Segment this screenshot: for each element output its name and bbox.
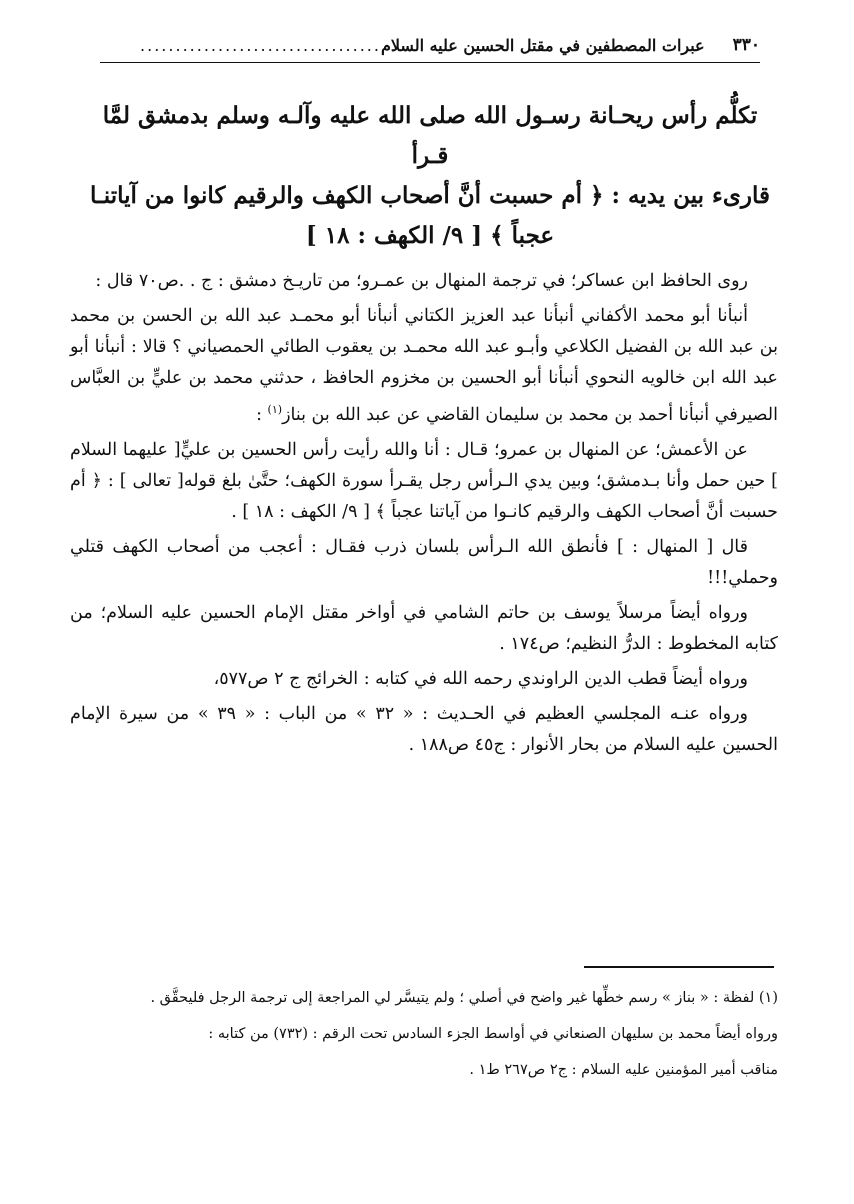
paragraph-6: ورواه أيضاً قطب الدين الراوندي رحمه الله في كتابه : الخرائج ج ٢ ص٥٧٧، <box>213 668 748 689</box>
running-header <box>100 28 760 62</box>
page-number: ٣٣٠ <box>732 35 760 55</box>
footnotes <box>70 984 778 1092</box>
header-rule <box>100 62 760 63</box>
main-text <box>70 266 778 765</box>
title-line-3: عجباً ﴾ [ ٩/ الكهف : ١٨ ] <box>305 222 555 249</box>
paragraph-2-end: : <box>256 404 268 425</box>
paragraph-7: ورواه عنـه المجلسي العظيم في الحـديث : « ٣٢ » من الباب : « ٣٩ » من سيرة الإمام الحسين عليه السلام من بحار الأنوار : ج٤٥ ص١٨٨ . <box>70 703 778 755</box>
title-line-2: قارىء بين يديه : ﴿ أم حسبت أنَّ أصحاب الكهف والرقيم كانوا من آياتنـا <box>90 182 770 209</box>
paragraph-2 <box>70 301 778 431</box>
paragraph-3: عن الأعمش؛ عن المنهال بن عمرو؛ قـال : أنا والله رأيت رأس الحسين بن عليٍّ[ عليهما السلام ] حين حمل وأنا بـدمشق؛ وبين يدي الـرأس رجل يقـرأ سورة الكهف؛ حتَّىٰ بلغ قوله[ تعالى ] : ﴿ أم حسبت أنَّ أصحاب الكهف والرقيم كانـوا من آياتنا عجباً ﴾ [ ٩/ الكهف : ١٨ ] . <box>70 439 778 522</box>
footnote-1: (١) لفظة : « بناز » رسم خطِّها غير واضح في أصلي ؛ ولم يتيسَّر لي المراجعة إلى ترجمة الرجل فليحقَّق . <box>150 990 778 1006</box>
footnote-2: ورواه أيضاً محمد بن سليهان الصنعاني في أواسط الجزء السادس تحت الرقم : (٧٣٢) من كتابه : <box>208 1026 778 1042</box>
footnote-3: مناقب أمير المؤمنين عليه السلام : ج٢ ص٢٦٧ ط١ . <box>469 1062 778 1078</box>
footnote-reference: (١) <box>267 403 283 416</box>
running-title: عبرات المصطفين في مقتل الحسين عليه السلام <box>380 35 705 55</box>
footnote-rule <box>584 966 774 968</box>
paragraph-5: ورواه أيضاً مرسلاً يوسف بن حاتم الشامي في أواخر مقتل الإمام الحسين عليه السلام؛ من كتابه المخطوط : الدرُّ النظيم؛ ص١٧٤ . <box>70 602 778 654</box>
paragraph-2-text: أنبأنا أبو محمد الأكفاني أنبأنا عبد العزيز الكتاني أنبأنا أبو محمـد عبد الله بن الحسن بن محمد بن عبد الله بن الفضيل الكلاعي وأبـو عبد الله محمـد بن يعقوب الطائي الحمصياني ؟ قالا : أنبأنا أبو عبد الله ابن خالويه النحوي أنبأنا أبو الحسين بن مخزوم الحافظ ، حدثني محمد بن عليٍّ بن العبَّاس الصيرفي أنبأنا أحمد بن محمد بن سليمان القاضي عن عبد الله بن بناز <box>70 306 778 425</box>
title-line-1: تكلُّم رأس ريحـانة رسـول الله صلى الله عليه وآلـه وسلم بدمشق لمَّا قـرأ <box>102 102 758 169</box>
chapter-title <box>90 96 770 256</box>
header-dots: .................................. <box>140 35 381 55</box>
paragraph-4: قال [ المنهال : ] فأنطق الله الـرأس بلسان ذرب فقـال : أعجب من أصحاب الكهف قتلي وحملي!!! <box>70 536 778 588</box>
paragraph-1: روى الحافظ ابن عساكر؛ في ترجمة المنهال بن عمـرو؛ من تاريـخ دمشق : ج . .ص٧٠ قال : <box>95 271 748 291</box>
